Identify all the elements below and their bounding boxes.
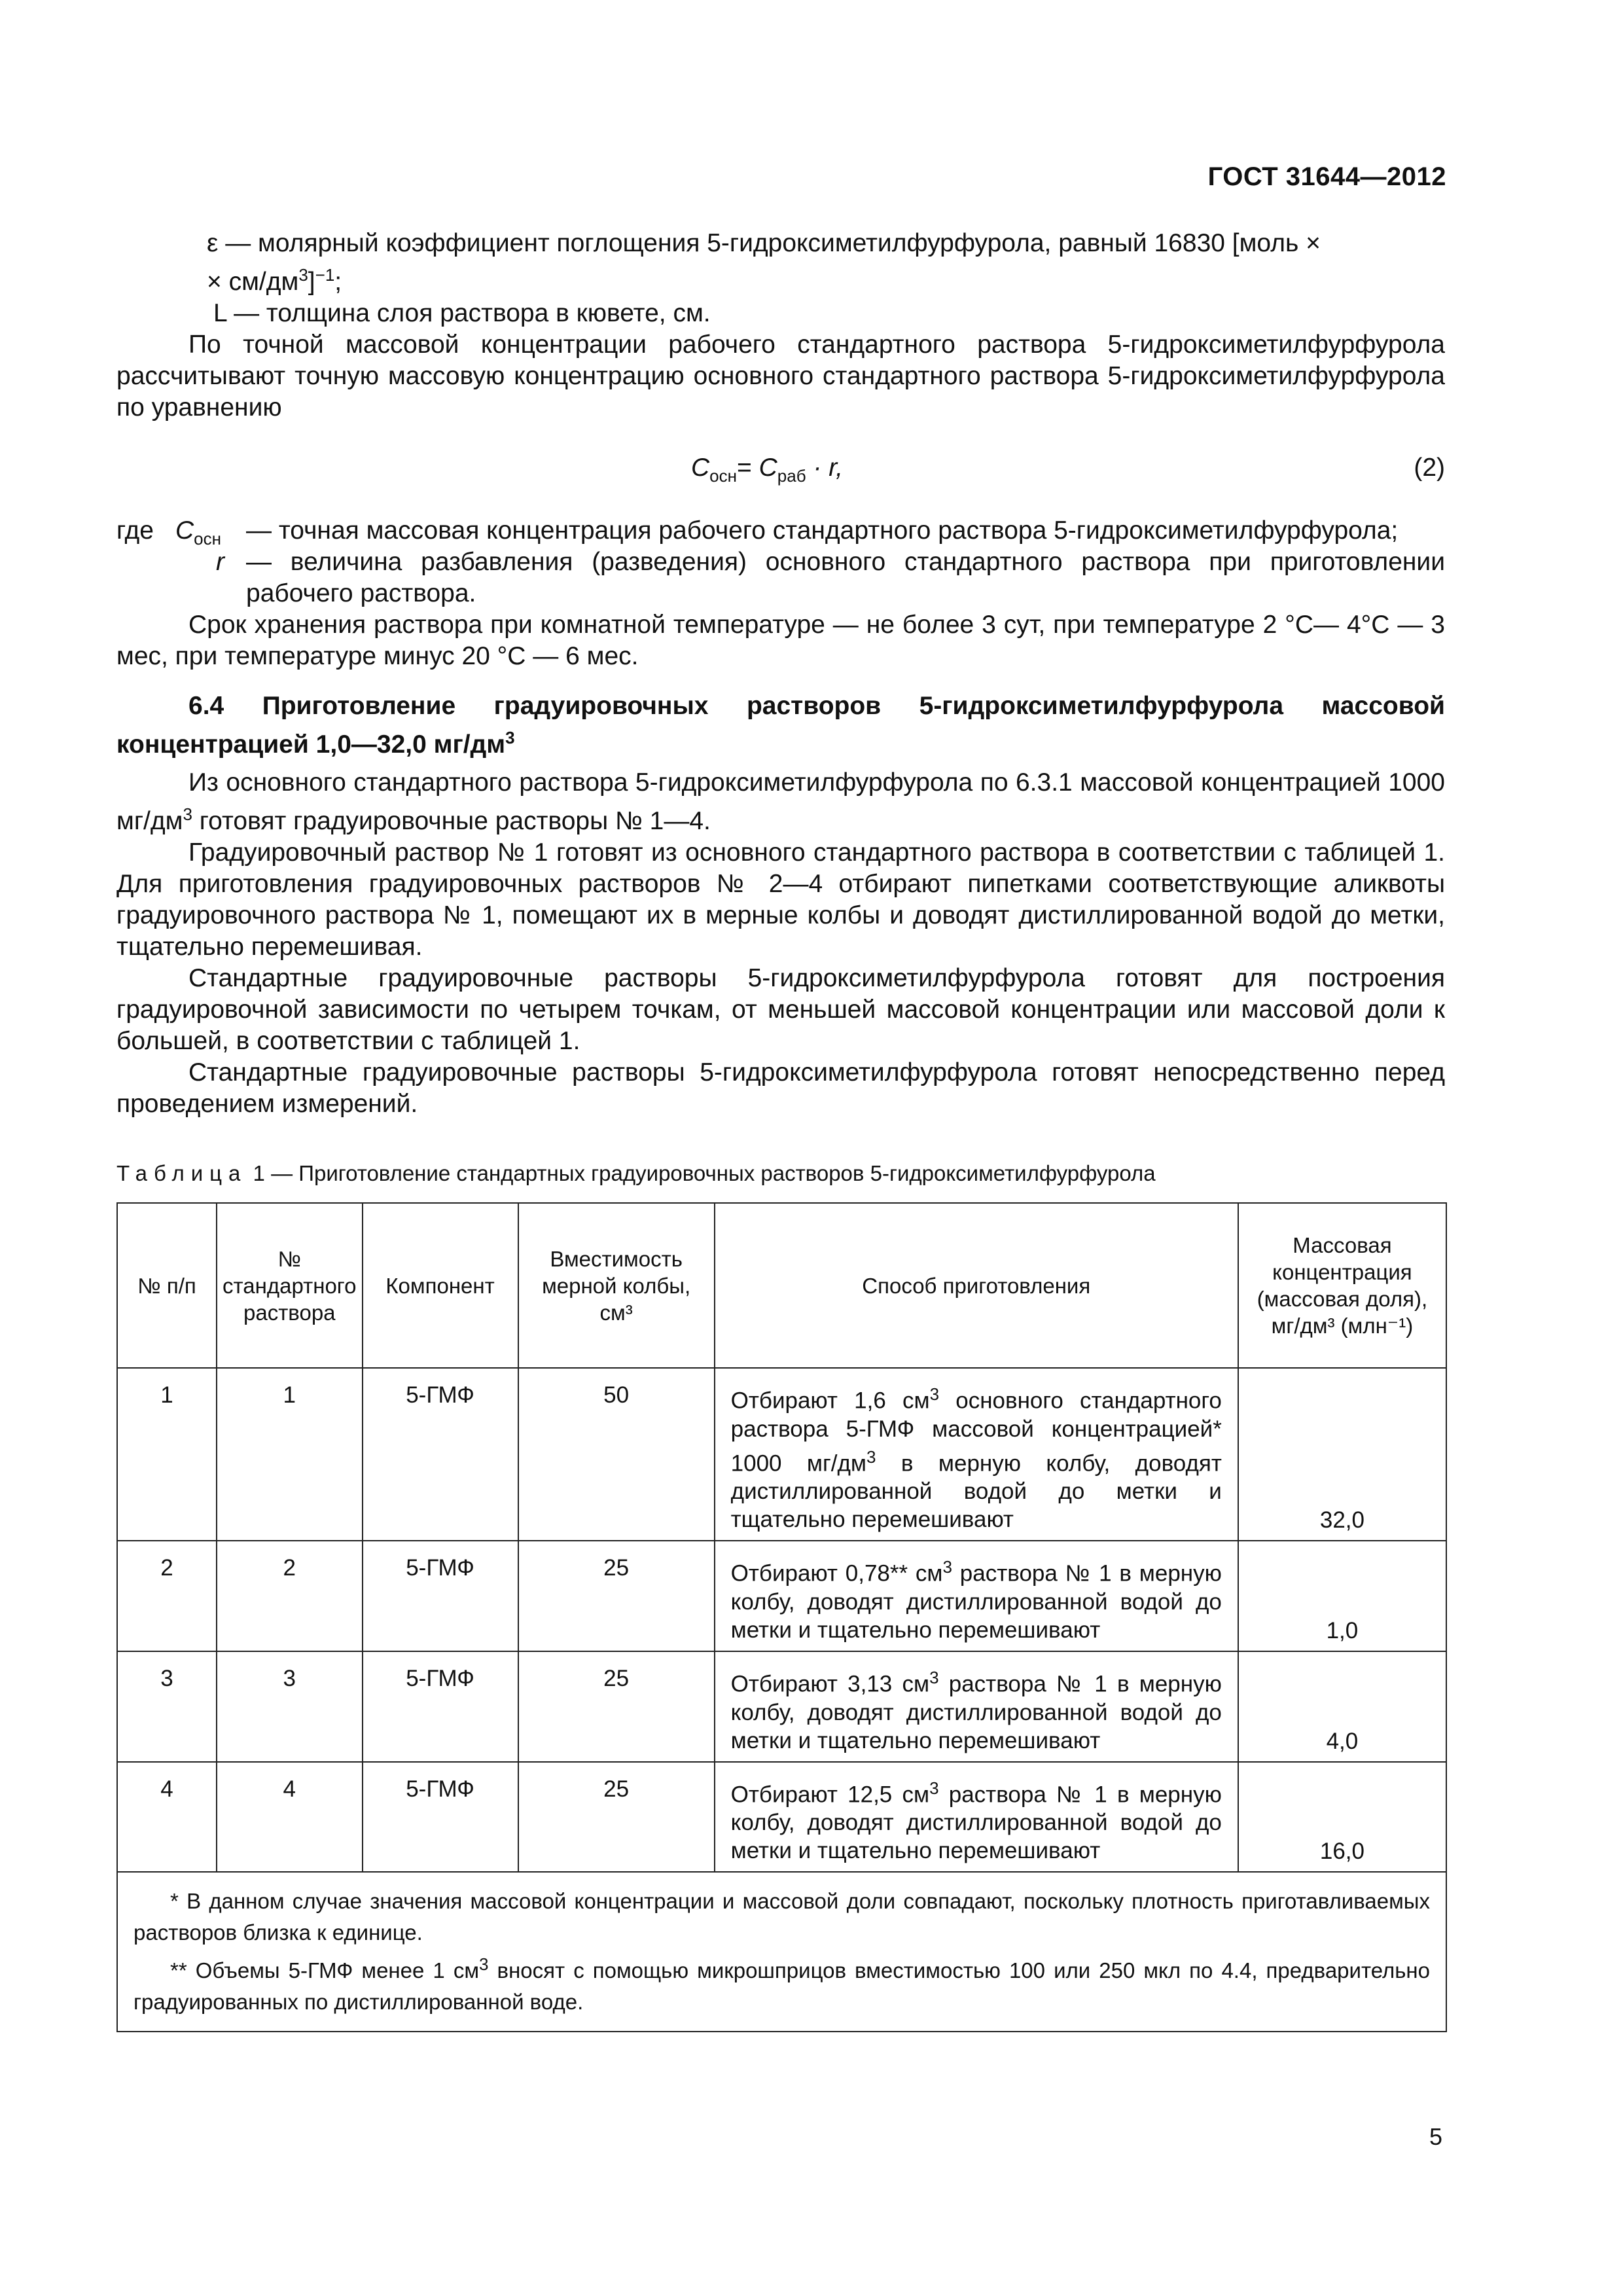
table-note-2: ** Объемы 5-ГМФ менее 1 $см^3$ вносят с помощью микрошприцов вместимостью 100 или 250 мкл по 4.4, предварительно градуированных по дистиллированной воде. xyxy=(134,1954,1430,2015)
header-method: Способ приготовления xyxy=(715,1203,1238,1368)
header-flask-volume: Вместимость мерной колбы, см³ xyxy=(518,1203,715,1368)
paragraph-1: Из основного стандартного раствора 5-гидроксиметилфурфурола по 6.3.1 массовой концентрацией 1000 $мг/дм^3$ готовят градуировочные растворы № 1—4. xyxy=(116,768,1445,835)
paragraph-4: Стандартные градуировочные растворы 5-гидроксиметилфурфурола готовят непосредственно перед проведением измерений. xyxy=(116,1058,1445,1118)
table-caption: Таблица 1 — Приготовление стандартных градуировочных растворов 5-гидроксиметилфурфурола xyxy=(116,1161,1156,1185)
formula-2 xyxy=(116,430,1445,509)
table-header-row xyxy=(117,1203,1446,1368)
method-cell: Отбирают 3,13 $см^3$ раствора № 1 в мерную колбу, доводят дистиллированной водой до метки и тщательно перемешивают xyxy=(715,1651,1238,1762)
formula-number: (2) xyxy=(1414,454,1445,482)
page-number: 5 xyxy=(1429,2123,1442,2150)
method-cell: Отбирают 1,6 $см^3$ основного стандартного раствора 5-ГМФ массовой концентрацией* 1000 $мг/дм^3$ в мерную колбу, доводят дистиллированной водой до метки и тщательно перемешивают xyxy=(715,1368,1238,1541)
paragraph-3: Стандартные градуировочные растворы 5-гидроксиметилфурфурола готовят для построения градуировочной зависимости по четырем точкам, от меньшей массовой концентрации или массовой доли к большей, в соответствии с таблицей 1. xyxy=(116,964,1445,1055)
table-row: 4 4 5-ГМФ 25 Отбирают 12,5 $см^3$ раствора № 1 в мерную колбу, доводят дистиллированной водой до метки и тщательно перемешивают 16,0 xyxy=(117,1762,1446,1873)
page-body xyxy=(116,228,1445,2032)
where-r: r — величина разбавления (разведения) основного стандартного раствора при приготовлении рабочего раствора. xyxy=(216,548,1445,607)
section-heading: 6.4 Приготовление градуировочных растворов 5-гидроксиметилфурфурола массовой концентрацией 1,0—32,0 $мг/дм^3$ xyxy=(116,692,1445,759)
table-row: 1 1 5-ГМФ 50 Отбирают 1,6 $см^3$ основного стандартного раствора 5-ГМФ массовой концентрацией* 1000 $мг/дм^3$ в мерную колбу, доводят дистиллированной водой до метки и тщательно перемешивают 32,0 xyxy=(117,1368,1446,1541)
table-row: 2 2 5-ГМФ 25 Отбирают 0,78** $см^3$ раствора № 1 в мерную колбу, доводят дистиллированной водой до метки и тщательно перемешивают 1,0 xyxy=(117,1541,1446,1651)
preparation-table xyxy=(116,1202,1447,2032)
formula-expression: $C_{осн}= C_{раб} \cdot r$, xyxy=(691,454,843,486)
table-notes-row xyxy=(117,1872,1446,2032)
paragraph-recalc: По точной массовой концентрации рабочего стандартного раствора 5-гидроксиметилфурфурола рассчитывают точную массовую концентрацию основного стандартного раствора 5-гидроксиметилфурфурола по уравнению xyxy=(116,331,1445,422)
where-block xyxy=(116,515,1445,609)
header-no: № п/п xyxy=(117,1203,217,1368)
header-standard-no: № стандартного раствора xyxy=(217,1203,362,1368)
method-cell: Отбирают 0,78** $см^3$ раствора № 1 в мерную колбу, доводят дистиллированной водой до метки и тщательно перемешивают xyxy=(715,1541,1238,1651)
epsilon-definition: ε — молярный коэффициент поглощения 5-гидроксиметилфурфурола, равный 16830 [моль × × $см/дм^3]^{-1}$; xyxy=(207,229,1321,296)
l-definition: L — толщина слоя раствора в кювете, см. xyxy=(213,299,711,327)
header-component: Компонент xyxy=(363,1203,518,1368)
storage-paragraph: Срок хранения раствора при комнатной температуре — не более 3 сут, при температуре 2 °С— 4°С — 3 мес, при температуре минус 20 °С — 6 мес. xyxy=(116,611,1445,670)
where-c-osn: где $C_{осн}$ — точная массовая концентрация рабочего стандартного раствора 5-гидроксиметилфурфурола; xyxy=(116,516,1399,548)
document-header: ГОСТ 31644—2012 xyxy=(1207,162,1446,191)
table-row: 3 3 5-ГМФ 25 Отбирают 3,13 $см^3$ раствора № 1 в мерную колбу, доводят дистиллированной водой до метки и тщательно перемешивают 4,0 xyxy=(117,1651,1446,1762)
header-concentration: Массовая концентрация (массовая доля), мг/дм³ (млн⁻¹) xyxy=(1238,1203,1446,1368)
paragraph-2: Градуировочный раствор № 1 готовят из основного стандартного раствора в соответствии с таблицей 1. Для приготовления градуировочных растворов № 2—4 отбирают пипетками соответствующие аликвоты градуировочного раствора № 1, помещают их в мерные колбы и доводят дистиллированной водой до метки, тщательно перемешивая. xyxy=(116,838,1445,961)
method-cell: Отбирают 12,5 $см^3$ раствора № 1 в мерную колбу, доводят дистиллированной водой до метки и тщательно перемешивают xyxy=(715,1762,1238,1873)
table-note-1: * В данном случае значения массовой концентрации и массовой доли совпадают, поскольку плотность приготавливаемых растворов близка к единице. xyxy=(134,1889,1430,1945)
